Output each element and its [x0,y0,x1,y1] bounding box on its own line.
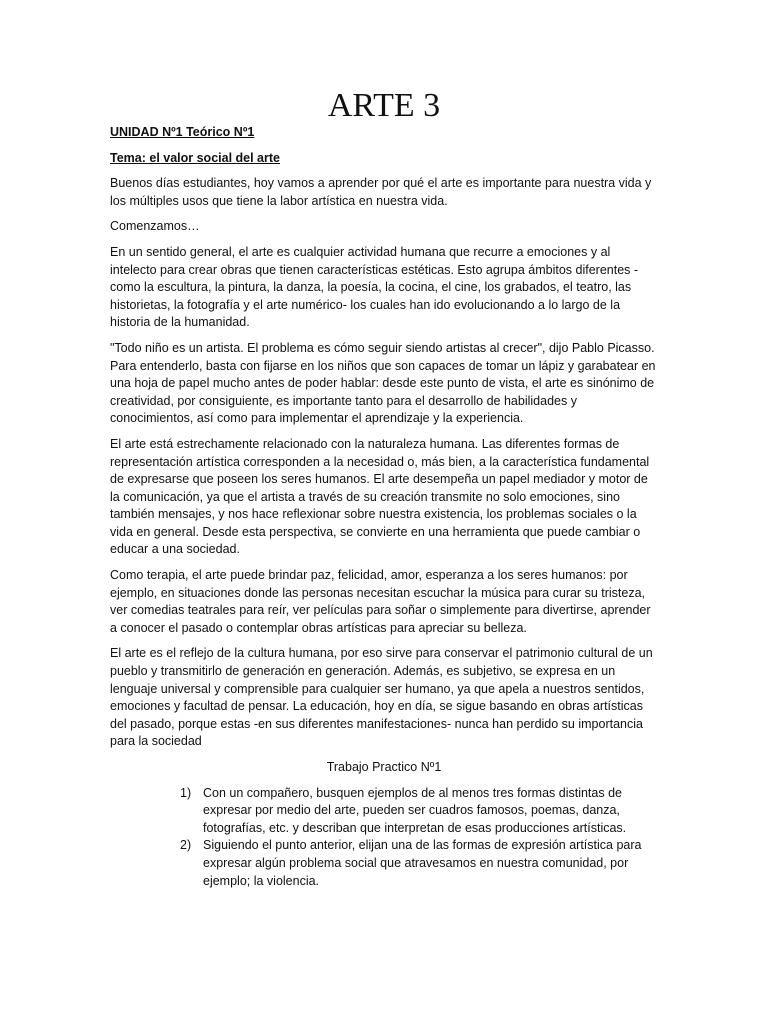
document-title: ARTE 3 [327,87,441,124]
task-list [110,785,658,891]
paragraph-picasso: "Todo niño es un artista. El problema es cómo seguir siendo artistas al crecer", dijo Pablo Picasso. Para entenderlo, basta con fijarse en los niños que son capaces de tomar un lápiz y garabatear en una hoja de papel mucho antes de poder hablar: desde este punto de vista, el arte es sinónimo de creatividad, por consiguiente, es importante tanto para el desarrollo de habilidades y conocimientos, así como para implementar el aprendizaje y la experiencia. [110,340,656,426]
unit-heading: UNIDAD Nº1 Teórico Nº1 [110,125,255,139]
paragraph-greeting: Buenos días estudiantes, hoy vamos a aprender por qué el arte es importante para nuestra vida y los múltiples usos que tiene la labor artística en nuestra vida. [110,176,652,208]
task-item [110,785,658,838]
task-number: 1) [180,785,192,800]
paragraph-definition: En un sentido general, el arte es cualquier actividad humana que recurre a emociones y al intelecto para crear obras que tienen características estéticas. Esto agrupa ámbitos diferentes -como la escultura, la pintura, la danza, la poesía, la cocina, el cine, los grabados, el teatro, las historietas, la fotografía y el arte numérico- los cuales han ido evolucionando a lo largo de la historia de la humanidad. [110,244,639,330]
paragraph-culture: El arte es el reflejo de la cultura humana, por eso sirve para conservar el patrimonio cultural de un pueblo y transmitirlo de generación en generación. Además, es subjetivo, se expresa en un lenguaje universal y comprensible para cualquier ser humano, ya que apela a nuestros sentidos, emociones y facultad de pensar. La educación, hoy en día, se sigue basando en obras artísticas del pasado, porque estas -en sus diferentes manifestaciones- nunca han perdido su importancia para la sociedad [110,646,653,749]
practical-title: Trabajo Practico Nº1 [326,760,442,774]
topic-heading: Tema: el valor social del arte [110,150,280,165]
task-text: Con un compañero, busquen ejemplos de al menos tres formas distintas de expresar por medio del arte, pueden ser cuadros famosos, poemas, danza, fotografías, etc. y describan que interpretan de esas producciones artísticas. [203,785,627,835]
task-item [110,837,658,890]
document-body [110,124,658,890]
task-number: 2) [180,838,192,853]
paragraph-intro: Comenzamos… [110,219,200,234]
task-text: Siguiendo el punto anterior, elijan una de las formas de expresión artística para expresar algún problema social que atravesamos en nuestra comunidad, por ejemplo; la violencia. [203,838,642,888]
paragraph-human-nature: El arte está estrechamente relacionado con la naturaleza humana. Las diferentes formas de representación artística corresponden a la necesidad o, más bien, a la característica fundamental de expresarse que poseen los seres humanos. El arte desempeña un papel mediador y motor de la comunicación, ya que el artista a través de su creación transmite no solo emociones, sino también mensajes, y nos hace reflexionar sobre nuestra existencia, los problemas sociales o la vida en general. Desde esta perspectiva, se convierte en una herramienta que puede cambiar o educar a una sociedad. [110,436,650,557]
paragraph-therapy: Como terapia, el arte puede brindar paz, felicidad, amor, esperanza a los seres humanos: por ejemplo, en situaciones donde las personas necesitan escuchar la música para curar su tristeza, ver comedias teatrales para reír, ver películas para soñar o simplemente para divertirse, aprender a conocer el pasado o contemplar obras artísticas para apreciar su belleza. [110,568,651,635]
